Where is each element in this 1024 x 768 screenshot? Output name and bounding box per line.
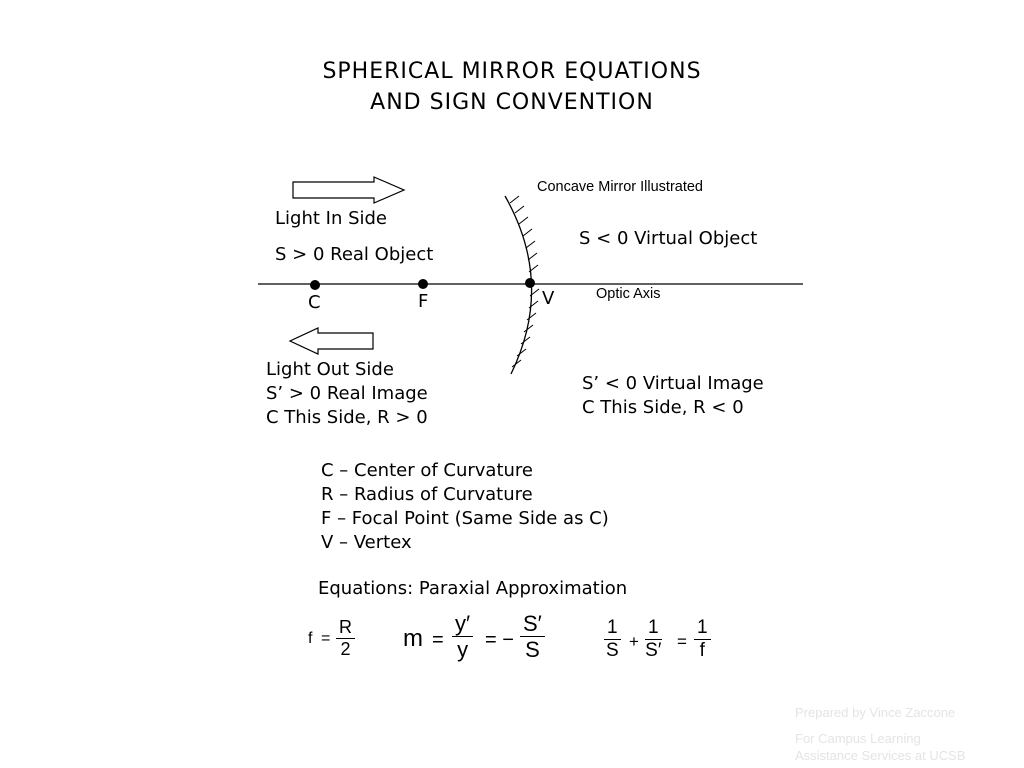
magnification-equals-minus: = − bbox=[485, 629, 514, 651]
mirror-plus: + bbox=[629, 632, 639, 651]
mirror-fraction-s bbox=[604, 617, 621, 662]
center-point bbox=[310, 280, 320, 290]
magnification-numerator-s: S′ bbox=[520, 611, 545, 637]
mirror-numerator-2: 1 bbox=[645, 617, 662, 640]
prepared-by-credit: Prepared by Vince Zaccone bbox=[795, 705, 956, 720]
point-v-label: V bbox=[542, 288, 555, 309]
right-arrow-icon bbox=[293, 177, 404, 203]
magnification-numerator-y: y′ bbox=[452, 611, 473, 637]
mirror-numerator-1: 1 bbox=[604, 617, 621, 640]
vertex-point bbox=[525, 278, 535, 288]
mirror-equals: = bbox=[677, 632, 687, 651]
definition-item: R – Radius of Curvature bbox=[321, 484, 533, 505]
light-out-label: Light Out Side bbox=[266, 359, 394, 380]
real-object-label: S > 0 Real Object bbox=[275, 244, 434, 265]
mirror-denominator-s-prime: S′ bbox=[645, 639, 662, 661]
focal-equals: = bbox=[321, 630, 331, 647]
mirror-denominator-f: f bbox=[699, 639, 705, 661]
equations-heading: Equations: Paraxial Approximation bbox=[318, 578, 628, 599]
mirror-fraction-s-prime bbox=[645, 617, 662, 662]
focal-denominator: 2 bbox=[340, 638, 351, 659]
c-side-negative-label: C This Side, R < 0 bbox=[582, 397, 744, 418]
c-side-positive-label: C This Side, R > 0 bbox=[266, 407, 428, 428]
page-title: SPHERICAL MIRROR EQUATIONS bbox=[322, 59, 702, 84]
point-f-label: F bbox=[418, 291, 429, 312]
mirror-denominator-s: S bbox=[605, 639, 619, 661]
magnification-equals: = bbox=[432, 629, 444, 651]
definitions-list bbox=[321, 459, 609, 555]
magnification-denominator-s: S bbox=[525, 637, 540, 663]
focal-numerator: R bbox=[336, 617, 355, 639]
magnification-fraction-y bbox=[452, 611, 473, 663]
focal-lhs: f bbox=[308, 630, 313, 647]
optic-axis-label: Optic Axis bbox=[596, 286, 661, 302]
magnification-lhs: m bbox=[403, 625, 423, 652]
focal-point bbox=[418, 279, 428, 289]
page-subtitle: AND SIGN CONVENTION bbox=[370, 90, 654, 115]
magnification-fraction-s bbox=[520, 611, 545, 663]
focal-fraction bbox=[336, 617, 355, 659]
for-credit-line1: For Campus Learning bbox=[795, 731, 921, 746]
virtual-image-block bbox=[582, 372, 764, 420]
light-out-block bbox=[266, 358, 428, 430]
for-credit-line2: Assistance Services at UCSB bbox=[795, 748, 966, 763]
virtual-image-label: S’ < 0 Virtual Image bbox=[582, 373, 764, 394]
definition-item: C – Center of Curvature bbox=[321, 460, 533, 481]
mirror-caption: Concave Mirror Illustrated bbox=[537, 179, 703, 195]
definition-item: V – Vertex bbox=[321, 532, 412, 553]
definition-item: F – Focal Point (Same Side as C) bbox=[321, 508, 609, 529]
magnification-denominator-y: y bbox=[457, 637, 469, 663]
mirror-numerator-3: 1 bbox=[694, 617, 711, 640]
left-arrow-icon bbox=[290, 328, 373, 354]
point-c-label: C bbox=[308, 292, 321, 313]
virtual-object-label: S < 0 Virtual Object bbox=[579, 228, 758, 249]
light-in-label: Light In Side bbox=[275, 208, 388, 229]
real-image-label: S’ > 0 Real Image bbox=[266, 383, 428, 404]
mirror-fraction-f bbox=[694, 617, 711, 662]
